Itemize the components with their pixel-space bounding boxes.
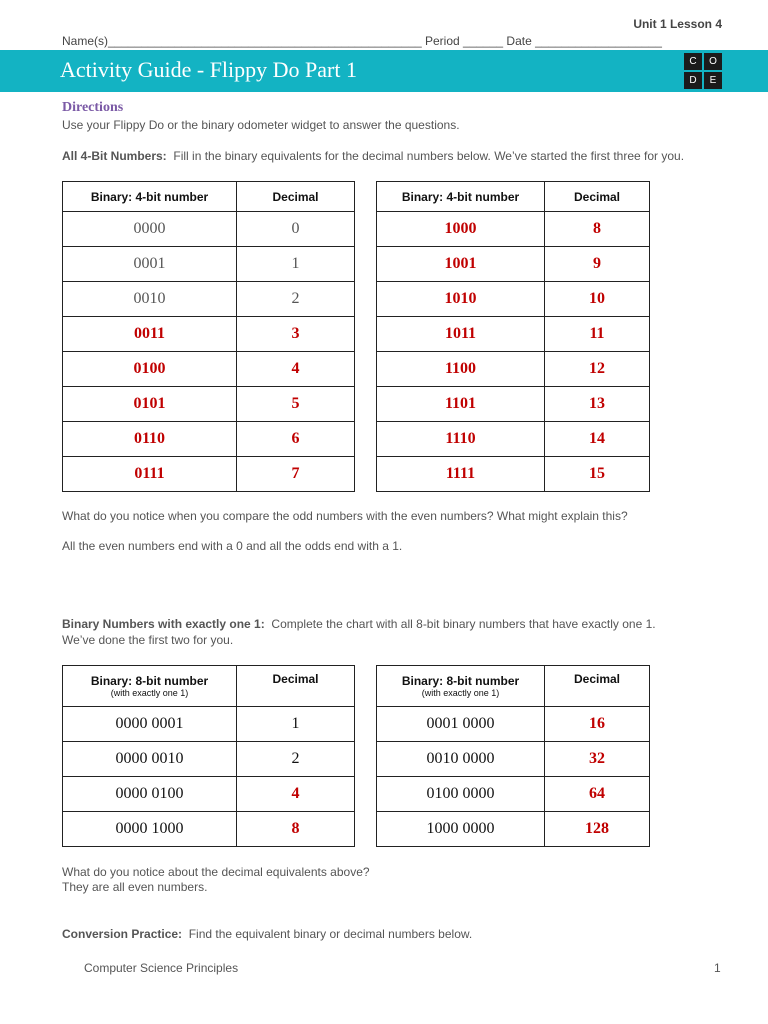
section1-label: All 4-Bit Numbers: bbox=[62, 149, 167, 163]
table-row bbox=[377, 247, 650, 282]
section2-text-line2: We’ve done the first two for you. bbox=[62, 633, 234, 647]
table-row bbox=[377, 777, 650, 812]
table-row bbox=[63, 812, 355, 847]
binary-cell: 1100 bbox=[377, 352, 545, 387]
footer-course: Computer Science Principles bbox=[84, 961, 239, 975]
decimal-cell: 2 bbox=[237, 742, 355, 777]
page-number: 1 bbox=[714, 961, 721, 975]
decimal-cell: 6 bbox=[237, 422, 355, 457]
binary-cell: 1000 0000 bbox=[377, 812, 545, 847]
four-bit-right-rows bbox=[377, 212, 650, 492]
binary-cell: 0100 0000 bbox=[377, 777, 545, 812]
table-row bbox=[377, 352, 650, 387]
eight-bit-left-rows bbox=[63, 707, 355, 847]
section2-label: Binary Numbers with exactly one 1: bbox=[62, 617, 265, 631]
section1-answer: All the even numbers end with a 0 and all the odds end with a 1. bbox=[62, 539, 403, 553]
eight-bit-table-right bbox=[376, 665, 650, 847]
section2-instructions bbox=[62, 617, 656, 631]
decimal-cell: 1 bbox=[237, 707, 355, 742]
decimal-cell: 8 bbox=[237, 812, 355, 847]
table-row bbox=[63, 247, 355, 282]
table-row bbox=[63, 707, 355, 742]
binary-cell: 0011 bbox=[63, 317, 237, 352]
binary-cell: 1001 bbox=[377, 247, 545, 282]
table-row bbox=[63, 387, 355, 422]
table-row bbox=[63, 457, 355, 492]
binary-cell: 0100 bbox=[63, 352, 237, 387]
eight-bit-right-rows bbox=[377, 707, 650, 847]
column-header-decimal: Decimal bbox=[545, 182, 650, 212]
binary-cell: 0101 bbox=[63, 387, 237, 422]
column-header-binary-label: Binary: 8-bit number bbox=[401, 674, 520, 688]
column-header-binary bbox=[377, 666, 545, 707]
section2-answer: They are all even numbers. bbox=[62, 880, 208, 894]
column-header-binary-label: Binary: 8-bit number bbox=[90, 674, 209, 688]
decimal-cell: 2 bbox=[237, 282, 355, 317]
binary-cell: 0010 bbox=[63, 282, 237, 317]
column-header-binary-sub: (with exactly one 1) bbox=[110, 688, 189, 698]
table-row bbox=[377, 812, 650, 847]
table-row bbox=[377, 457, 650, 492]
four-bit-table-left bbox=[62, 181, 355, 492]
table-row bbox=[63, 742, 355, 777]
column-header-decimal: Decimal bbox=[545, 666, 650, 707]
logo-letter: D bbox=[684, 72, 702, 89]
table-row bbox=[377, 387, 650, 422]
table-row bbox=[63, 777, 355, 812]
binary-cell: 0000 0100 bbox=[63, 777, 237, 812]
binary-cell: 1110 bbox=[377, 422, 545, 457]
binary-cell: 1011 bbox=[377, 317, 545, 352]
section2-text: Complete the chart with all 8-bit binary numbers that have exactly one 1. bbox=[271, 617, 656, 631]
logo-letter: E bbox=[704, 72, 722, 89]
binary-cell: 1000 bbox=[377, 212, 545, 247]
eight-bit-table-left bbox=[62, 665, 355, 847]
decimal-cell: 8 bbox=[545, 212, 650, 247]
table-row bbox=[377, 212, 650, 247]
table-row bbox=[377, 282, 650, 317]
section3-label: Conversion Practice: bbox=[62, 927, 183, 941]
column-header-binary-sub: (with exactly one 1) bbox=[421, 688, 500, 698]
directions-text: Use your Flippy Do or the binary odometer widget to answer the questions. bbox=[62, 118, 460, 132]
section3-instructions bbox=[62, 927, 472, 941]
decimal-cell: 16 bbox=[545, 707, 650, 742]
table-row bbox=[63, 317, 355, 352]
table-row bbox=[377, 317, 650, 352]
column-header-decimal: Decimal bbox=[237, 666, 355, 707]
logo-letter: C bbox=[684, 53, 702, 70]
page-title: Activity Guide - Flippy Do Part 1 bbox=[60, 57, 357, 82]
binary-cell: 1010 bbox=[377, 282, 545, 317]
four-bit-left-rows bbox=[63, 212, 355, 492]
binary-cell: 0000 bbox=[63, 212, 237, 247]
decimal-cell: 3 bbox=[237, 317, 355, 352]
binary-cell: 0111 bbox=[63, 457, 237, 492]
name-period-date-line: Name(s)_______________________________________________ Period ______ Date ___________________ bbox=[62, 34, 662, 48]
decimal-cell: 128 bbox=[545, 812, 650, 847]
decimal-cell: 9 bbox=[545, 247, 650, 282]
decimal-cell: 11 bbox=[545, 317, 650, 352]
binary-cell: 1101 bbox=[377, 387, 545, 422]
binary-cell: 0001 0000 bbox=[377, 707, 545, 742]
decimal-cell: 4 bbox=[237, 777, 355, 812]
table-row bbox=[377, 707, 650, 742]
logo-letter: O bbox=[704, 53, 722, 70]
table-row bbox=[377, 422, 650, 457]
section3-text: Find the equivalent binary or decimal numbers below. bbox=[188, 927, 473, 941]
table-row bbox=[377, 742, 650, 777]
unit-lesson-label: Unit 1 Lesson 4 bbox=[633, 17, 722, 31]
binary-cell: 1111 bbox=[377, 457, 545, 492]
table-row bbox=[63, 282, 355, 317]
binary-cell: 0000 0001 bbox=[63, 707, 237, 742]
decimal-cell: 5 bbox=[237, 387, 355, 422]
decimal-cell: 15 bbox=[545, 457, 650, 492]
table-row bbox=[63, 352, 355, 387]
decimal-cell: 14 bbox=[545, 422, 650, 457]
decimal-cell: 32 bbox=[545, 742, 650, 777]
section1-text: Fill in the binary equivalents for the decimal numbers below. We’ve started the first three for you. bbox=[173, 149, 685, 163]
column-header-decimal: Decimal bbox=[237, 182, 355, 212]
section2-question: What do you notice about the decimal equivalents above? bbox=[62, 865, 370, 879]
decimal-cell: 13 bbox=[545, 387, 650, 422]
column-header-binary: Binary: 4-bit number bbox=[377, 182, 545, 212]
decimal-cell: 1 bbox=[237, 247, 355, 282]
table-row bbox=[63, 212, 355, 247]
directions-heading: Directions bbox=[62, 100, 124, 115]
binary-cell: 0001 bbox=[63, 247, 237, 282]
section1-instructions bbox=[62, 149, 684, 163]
decimal-cell: 0 bbox=[237, 212, 355, 247]
decimal-cell: 7 bbox=[237, 457, 355, 492]
binary-cell: 0110 bbox=[63, 422, 237, 457]
column-header-binary: Binary: 4-bit number bbox=[63, 182, 237, 212]
section1-question: What do you notice when you compare the odd numbers with the even numbers? What might explain this? bbox=[62, 509, 628, 523]
decimal-cell: 4 bbox=[237, 352, 355, 387]
decimal-cell: 64 bbox=[545, 777, 650, 812]
decimal-cell: 10 bbox=[545, 282, 650, 317]
binary-cell: 0000 1000 bbox=[63, 812, 237, 847]
code-logo bbox=[684, 53, 724, 91]
four-bit-table-right bbox=[376, 181, 650, 492]
column-header-binary bbox=[63, 666, 237, 707]
decimal-cell: 12 bbox=[545, 352, 650, 387]
binary-cell: 0000 0010 bbox=[63, 742, 237, 777]
table-row bbox=[63, 422, 355, 457]
binary-cell: 0010 0000 bbox=[377, 742, 545, 777]
